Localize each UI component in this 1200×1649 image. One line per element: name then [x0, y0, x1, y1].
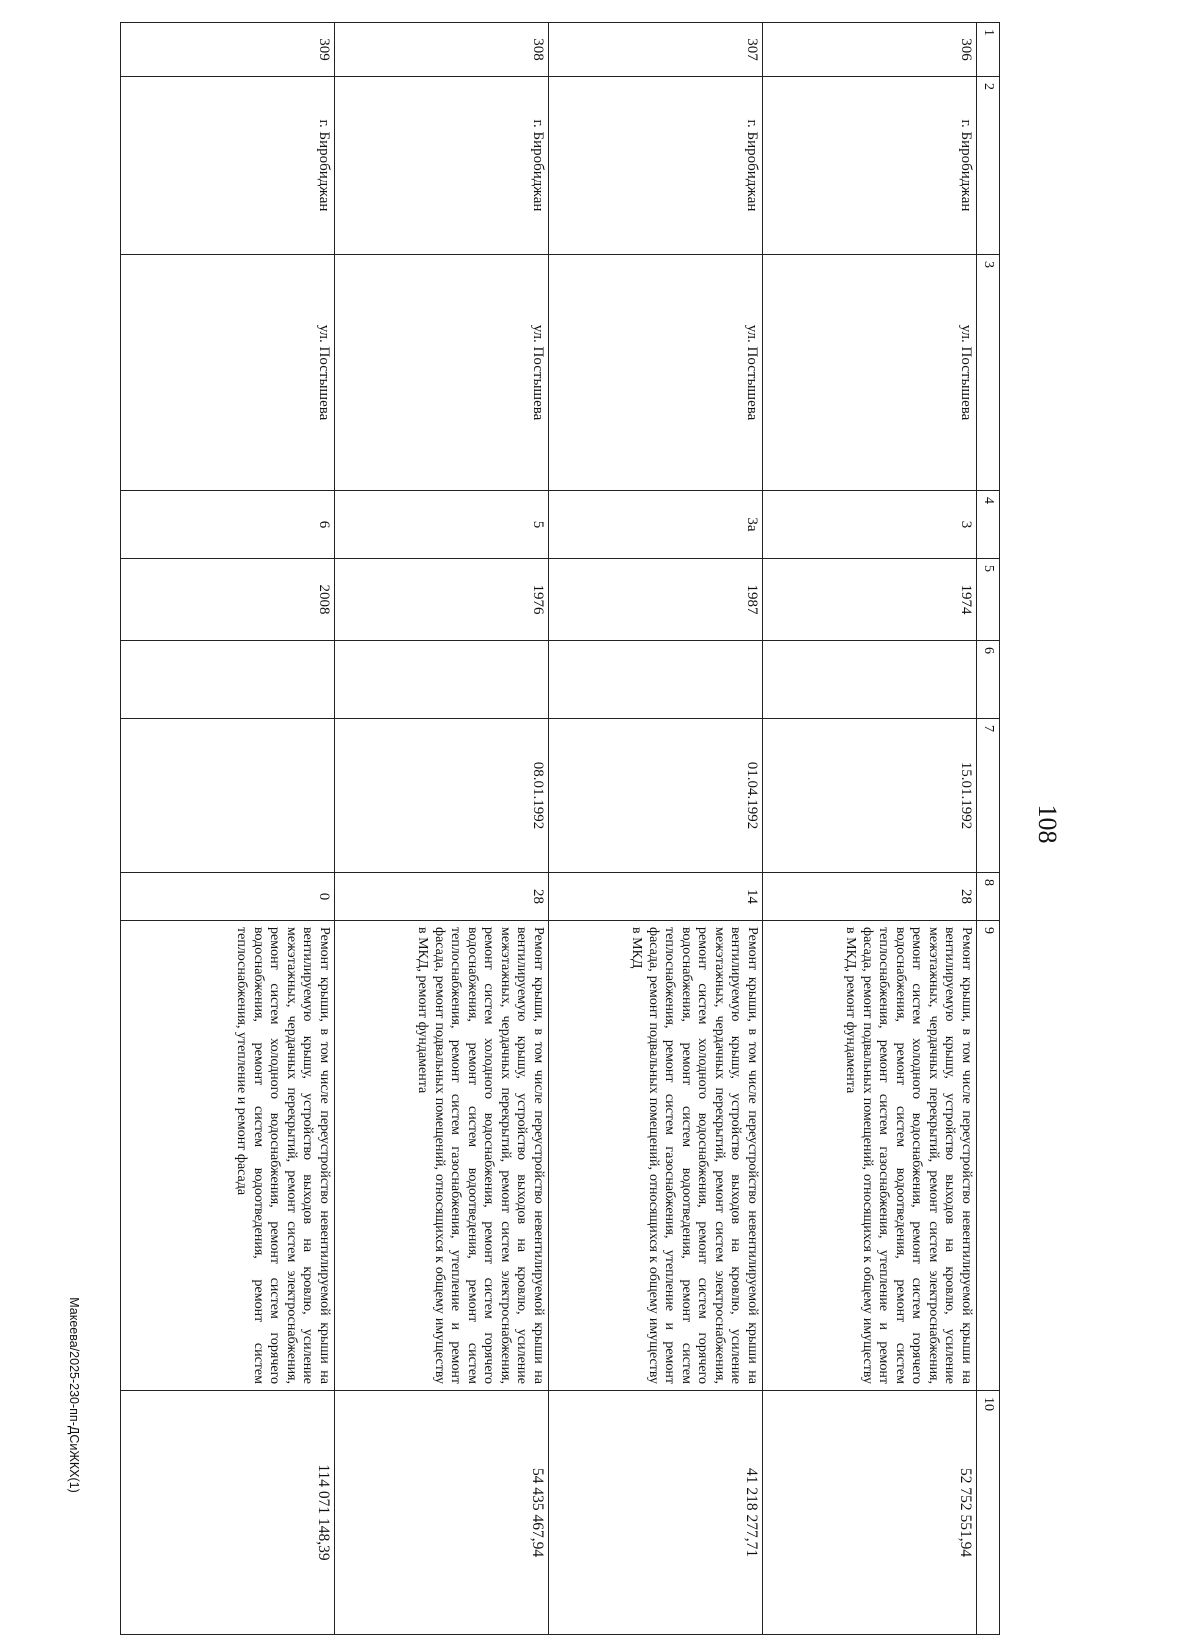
header-cell: 4: [977, 491, 1000, 559]
header-cell: 3: [977, 255, 1000, 491]
works-cell: Ремонт крыши, в том числе переустройство невентилируемой крыши на вентилируемую крышу, устройство выходов на кровлю, усиление межэтажных, чердачных перекрытий, ремонт систем электроснабжения, ремонт систем холодного водоснабжения, ремонт систем горячего водоснабжения, ремонт систем водоотведения, ремонт систем теплоснабжения, утепление и ремонт фасада: [121, 921, 335, 1391]
row-number: 307: [549, 23, 763, 77]
cost-cell: 54 435 467,94: [335, 1391, 549, 1635]
count-cell: 28: [763, 873, 977, 921]
date-cell: [121, 719, 335, 873]
row-number: 306: [763, 23, 977, 77]
header-cell: 9: [977, 921, 1000, 1391]
count-cell: 28: [335, 873, 549, 921]
city-cell: г. Биробиджан: [335, 77, 549, 255]
date-cell: 08.01.1992: [335, 719, 549, 873]
city-cell: г. Биробиджан: [549, 77, 763, 255]
header-cell: 1: [977, 23, 1000, 77]
works-cell: Ремонт крыши, в том числе переустройство невентилируемой крыши на вентилируемую крышу, устройство выходов на кровлю, усиление межэтажных, чердачных перекрытий, ремонт систем электроснабжения, ремонт систем холодного водоснабжения, ремонт систем горячего водоснабжения, ремонт систем водоотведения, ремонт систем теплоснабжения, ремонт систем газоснабжения, утепление и ремонт фасада, ремонт подвальных помещений, относящихся к общему имуществу в МКД: [549, 921, 763, 1391]
register-table: [120, 22, 1000, 1635]
works-cell: Ремонт крыши, в том числе переустройство невентилируемой крыши на вентилируемую крышу, устройство выходов на кровлю, усиление межэтажных, чердачных перекрытий, ремонт систем электроснабжения, ремонт систем холодного водоснабжения, ремонт систем горячего водоснабжения, ремонт систем водоотведения, ремонт систем теплоснабжения, ремонт систем газоснабжения, утепление и ремонт фасада, ремонт подвальных помещений, относящихся к общему имуществу в МКД, ремонт фундамента: [763, 921, 977, 1391]
col6-cell: [335, 641, 549, 719]
city-cell: г. Биробиджан: [121, 77, 335, 255]
col6-cell: [763, 641, 977, 719]
street-cell: ул. Постышева: [121, 255, 335, 491]
header-row: [977, 23, 1000, 1635]
header-cell: 2: [977, 77, 1000, 255]
header-cell: 7: [977, 719, 1000, 873]
works-cell: Ремонт крыши, в том числе переустройство невентилируемой крыши на вентилируемую крышу, устройство выходов на кровлю, усиление межэтажных, чердачных перекрытий, ремонт систем электроснабжения, ремонт систем холодного водоснабжения, ремонт систем горячего водоснабжения, ремонт систем водоотведения, ремонт систем теплоснабжения, ремонт систем газоснабжения, утепление и ремонт фасада, ремонт подвальных помещений, относящихся к общему имуществу в МКД, ремонт фундамента: [335, 921, 549, 1391]
document-footer-code: Макеева/2025-230-пп-ДСиЖКХ(1): [67, 1297, 81, 1493]
house-cell: 3: [763, 491, 977, 559]
header-cell: 6: [977, 641, 1000, 719]
count-cell: 0: [121, 873, 335, 921]
year-built-cell: 2008: [121, 559, 335, 641]
row-number: 309: [121, 23, 335, 77]
row-number: 308: [335, 23, 549, 77]
table-row: [763, 23, 977, 1635]
city-cell: г. Биробиджан: [763, 77, 977, 255]
header-cell: 10: [977, 1391, 1000, 1635]
header-cell: 8: [977, 873, 1000, 921]
col6-cell: [549, 641, 763, 719]
year-built-cell: 1987: [549, 559, 763, 641]
table-row: [121, 23, 335, 1635]
cost-cell: 41 218 277,71: [549, 1391, 763, 1635]
date-cell: 01.04.1992: [549, 719, 763, 873]
street-cell: ул. Постышева: [335, 255, 549, 491]
year-built-cell: 1974: [763, 559, 977, 641]
cost-cell: 114 071 148,39: [121, 1391, 335, 1635]
street-cell: ул. Постышева: [763, 255, 977, 491]
page-number: 108: [1033, 804, 1062, 844]
house-cell: 5: [335, 491, 549, 559]
header-cell: 5: [977, 559, 1000, 641]
date-cell: 15.01.1992: [763, 719, 977, 873]
cost-cell: 52 752 551,94: [763, 1391, 977, 1635]
year-built-cell: 1976: [335, 559, 549, 641]
count-cell: 14: [549, 873, 763, 921]
table-row: [549, 23, 763, 1635]
table-row: [335, 23, 549, 1635]
register-table-wrapper: [120, 22, 1000, 1634]
col6-cell: [121, 641, 335, 719]
street-cell: ул. Постышева: [549, 255, 763, 491]
house-cell: 6: [121, 491, 335, 559]
house-cell: 3а: [549, 491, 763, 559]
